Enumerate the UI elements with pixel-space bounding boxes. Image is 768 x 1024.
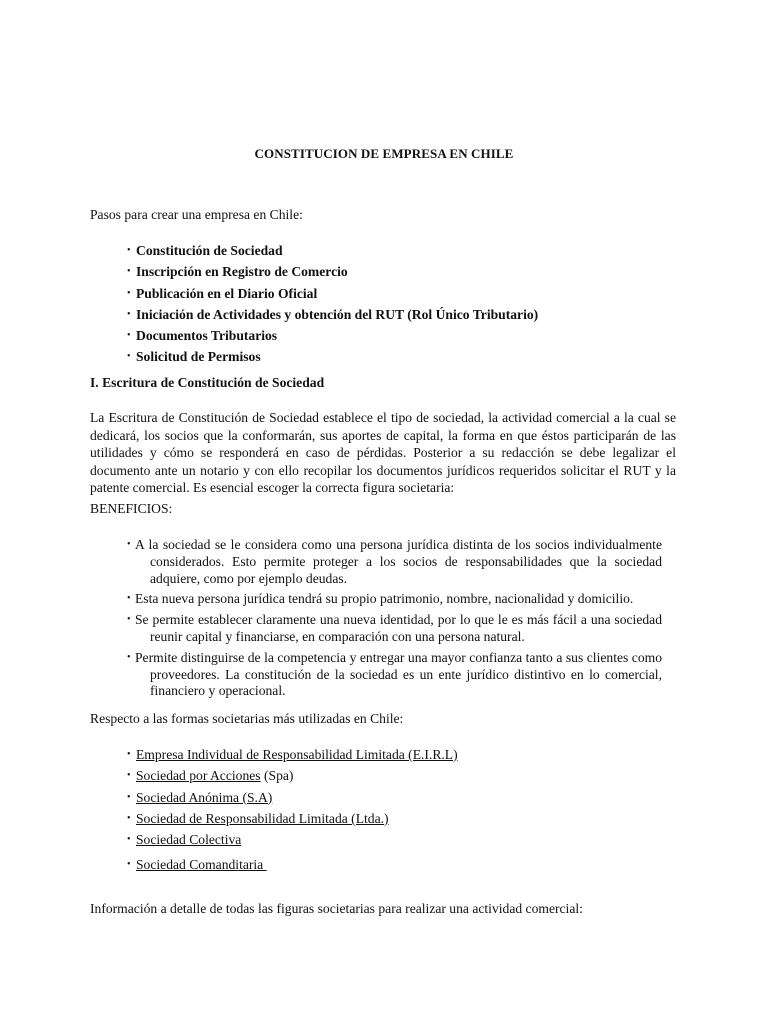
- step-label: Documentos Tributarios: [136, 328, 278, 344]
- section-paragraph: La Escritura de Constitución de Sociedad establece el tipo de sociedad, la actividad comercial a la cual se dedicará, los socios que la conformarán, sus aportes de capital, la forma en que éstos participarán de las utilidades y cómo se responderá en caso de pérdidas. Posterior a su redacción se debe legalizar el documento ante un notario y con ello recopilar los documentos jurídicos requeridos solicitar el RUT y la patente comercial. Es esencial escoger la correcta figura societaria:: [90, 410, 676, 496]
- bullet-icon: •: [127, 330, 131, 342]
- list-item: [127, 283, 727, 304]
- form-suffix: (Spa): [260, 768, 294, 784]
- list-item: [127, 537, 662, 587]
- list-item: [127, 744, 458, 765]
- form-link-comanditaria[interactable]: Sociedad Comanditaria: [136, 857, 267, 873]
- list-item: [127, 325, 727, 346]
- step-label: Constitución de Sociedad: [136, 243, 283, 258]
- list-item: [127, 261, 727, 282]
- bullet-icon: •: [127, 834, 131, 846]
- form-link-sa[interactable]: Sociedad Anónima (S.A): [136, 789, 273, 805]
- list-item: [127, 650, 662, 700]
- form-link-spa[interactable]: Sociedad por Acciones: [136, 768, 261, 784]
- benefits-heading: BENEFICIOS:: [90, 501, 173, 516]
- benefit-text: Permite distinguirse de la competencia y entregar una mayor confianza tanto a sus clientes como proveedores. La constitución de la sociedad es un ente jurídico distintivo en lo comercial, financiero y operacional.: [135, 649, 662, 699]
- forms-list: [127, 744, 458, 876]
- list-item: [127, 240, 727, 261]
- step-label: Publicación en el Diario Oficial: [136, 285, 318, 301]
- step-label: Inscripción en Registro de Comercio: [136, 264, 348, 280]
- bullet-icon: •: [127, 749, 131, 760]
- benefit-text: Se permite establecer claramente una nueva identidad, por lo que le es más fácil a una sociedad reunir capital y financiarse, en comparación con una persona natural.: [135, 612, 662, 644]
- bullet-icon: •: [127, 308, 131, 320]
- list-item: [127, 591, 662, 608]
- bullet-icon: •: [127, 266, 131, 278]
- list-item: [127, 765, 458, 786]
- list-item: [127, 346, 727, 367]
- step-label: Solicitud de Permisos: [136, 349, 261, 365]
- list-item: [127, 787, 458, 808]
- list-item: [127, 304, 727, 325]
- list-item: [127, 854, 458, 875]
- intro-text: Pasos para crear una empresa en Chile:: [90, 207, 303, 222]
- closing-text: Información a detalle de todas las figuras societarias para realizar una actividad comercial:: [90, 901, 583, 916]
- form-link-eirl[interactable]: Empresa Individual de Responsabilidad Limitada (E.I.R.L): [136, 747, 458, 762]
- list-item: [127, 612, 662, 646]
- form-link-colectiva[interactable]: Sociedad Colectiva: [136, 832, 242, 848]
- bullet-icon: •: [127, 651, 131, 663]
- forms-intro: Respecto a las formas societarias más utilizadas en Chile:: [90, 711, 404, 726]
- bullet-icon: •: [127, 539, 131, 550]
- bullet-icon: •: [127, 791, 131, 803]
- bullet-icon: •: [127, 614, 131, 626]
- bullet-icon: •: [127, 245, 131, 256]
- benefits-list: [127, 537, 662, 704]
- bullet-icon: •: [127, 287, 131, 299]
- benefit-text: A la sociedad se le considera como una persona jurídica distinta de los socios individualmente considerados. Esto permite proteger a los socios de responsabilidades que la sociedad adquiere, como por ejemplo deudas.: [135, 537, 662, 586]
- steps-list: [127, 240, 727, 368]
- document-title: CONSTITUCION DE EMPRESA EN CHILE: [254, 146, 514, 161]
- benefit-text: Esta nueva persona jurídica tendrá su propio patrimonio, nombre, nacionalidad y domicilio.: [135, 591, 634, 607]
- form-link-ltda[interactable]: Sociedad de Responsabilidad Limitada (Ltda.): [136, 810, 389, 826]
- section-heading: I. Escritura de Constitución de Sociedad: [90, 375, 325, 390]
- bullet-icon: •: [127, 812, 131, 824]
- bullet-icon: •: [127, 593, 131, 605]
- bullet-icon: •: [127, 859, 131, 871]
- bullet-icon: •: [127, 770, 131, 782]
- list-item: [127, 808, 458, 829]
- list-item: [127, 829, 458, 850]
- step-label: Iniciación de Actividades y obtención del RUT (Rol Único Tributario): [136, 306, 539, 322]
- bullet-icon: •: [127, 351, 131, 363]
